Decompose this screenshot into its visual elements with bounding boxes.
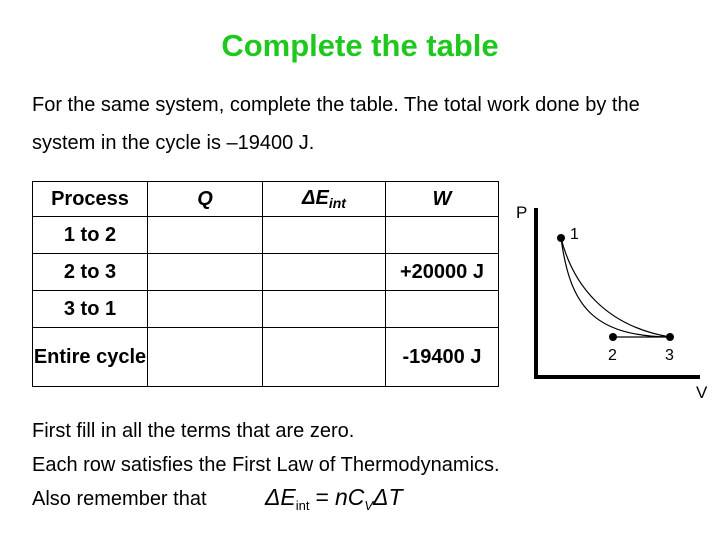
process-table xyxy=(32,181,499,387)
table-row xyxy=(33,217,499,254)
state-point-1 xyxy=(557,234,565,242)
row-4-eint-cell[interactable] xyxy=(263,328,386,387)
row-3-q-cell[interactable] xyxy=(148,291,263,328)
formula-n: n xyxy=(334,484,348,510)
internal-energy-formula xyxy=(265,484,403,513)
row-2-q-cell[interactable] xyxy=(148,254,263,291)
row-2-w-cell: +20000 J xyxy=(386,254,499,291)
row-2-process: 2 to 3 xyxy=(33,254,148,291)
pv-diagram xyxy=(500,190,715,400)
process-curve xyxy=(561,238,670,337)
table-header-row xyxy=(33,182,499,217)
isotherm-curve xyxy=(561,238,670,337)
row-1-process: 1 to 2 xyxy=(33,217,148,254)
header-q: Q xyxy=(148,182,263,217)
row-3-w-cell[interactable] xyxy=(386,291,499,328)
point-2-label: 2 xyxy=(608,347,617,364)
formula-equals: = xyxy=(315,484,329,510)
row-4-process: Entire cycle xyxy=(33,328,148,387)
formula-lhs: ΔE xyxy=(265,484,296,510)
table-row xyxy=(33,291,499,328)
row-2-eint-cell[interactable] xyxy=(263,254,386,291)
pressure-axis-label: P xyxy=(516,203,528,222)
row-4-q-cell[interactable] xyxy=(148,328,263,387)
formula-c: C xyxy=(347,484,365,510)
row-1-w-cell[interactable] xyxy=(386,217,499,254)
instruction-line-2: Each row satisfies the First Law of Thermodynamics. xyxy=(32,454,500,476)
header-w: W xyxy=(386,182,499,217)
instruction-line-1: First fill in all the terms that are zero. xyxy=(32,420,355,442)
state-point-2 xyxy=(609,333,617,341)
header-delta-eint-main: ΔE xyxy=(302,187,329,209)
formula-c-sub: V xyxy=(364,498,374,513)
volume-axis-label: V xyxy=(696,383,708,400)
header-delta-eint xyxy=(263,182,386,217)
formula-delta-t: ΔT xyxy=(373,484,403,510)
table-row xyxy=(33,328,499,387)
row-1-eint-cell[interactable] xyxy=(263,217,386,254)
row-1-q-cell[interactable] xyxy=(148,217,263,254)
row-3-eint-cell[interactable] xyxy=(263,291,386,328)
point-3-label: 3 xyxy=(665,347,674,364)
row-3-process: 3 to 1 xyxy=(33,291,148,328)
instruction-line-3: Also remember that xyxy=(32,488,207,510)
header-delta-eint-sub: int xyxy=(328,195,346,211)
point-1-label: 1 xyxy=(570,226,579,243)
page-title: Complete the table xyxy=(221,28,499,63)
intro-text: For the same system, complete the table. The total work done by the system in the cycle is –19400 J. xyxy=(32,94,640,154)
header-process: Process xyxy=(33,182,148,217)
state-point-3 xyxy=(666,333,674,341)
row-4-w-cell: -19400 J xyxy=(386,328,499,387)
table-row xyxy=(33,254,499,291)
formula-lhs-sub: int xyxy=(295,498,310,513)
